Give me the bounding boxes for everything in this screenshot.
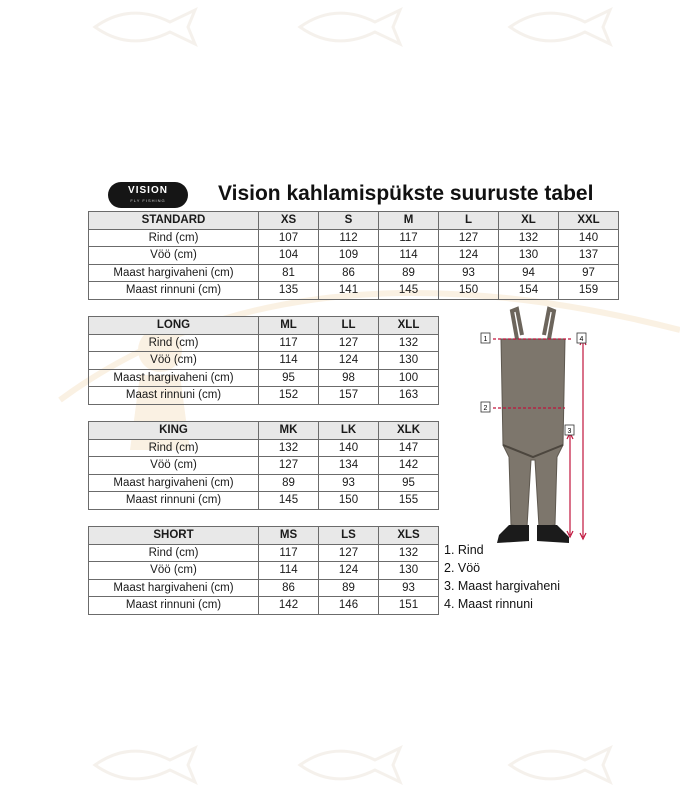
table-row (89, 439, 439, 457)
marker-2: 2 (483, 405, 488, 412)
table-header-cell: KING (89, 422, 259, 440)
row-label: Maast hargivaheni (cm) (89, 474, 259, 492)
table-header-cell: LS (319, 527, 379, 545)
watermark-fish-icon (505, 2, 615, 52)
table-row (89, 229, 619, 247)
row-label: Maast rinnuni (cm) (89, 282, 259, 300)
table-cell: 124 (319, 562, 379, 580)
table-cell: 146 (319, 597, 379, 615)
watermark-fish-icon (295, 740, 405, 790)
table-cell: 93 (319, 474, 379, 492)
vision-logo (108, 182, 188, 208)
table-cell: 93 (379, 579, 439, 597)
table-row (89, 282, 619, 300)
marker-3: 3 (567, 428, 572, 435)
table-cell: 134 (319, 457, 379, 475)
table-cell: 95 (259, 369, 319, 387)
table-cell: 89 (379, 264, 439, 282)
table-row (89, 492, 439, 510)
table-header-cell: ML (259, 317, 319, 335)
table-header-cell: SHORT (89, 527, 259, 545)
table-cell: 157 (319, 387, 379, 405)
table-row (89, 387, 439, 405)
table-cell: 104 (259, 247, 319, 265)
table-row (89, 264, 619, 282)
table-row (89, 544, 439, 562)
table-header-cell: XLS (379, 527, 439, 545)
table-cell: 140 (559, 229, 619, 247)
table-cell: 124 (319, 352, 379, 370)
watermark-fish-icon (505, 740, 615, 790)
table-header-cell: XXL (559, 212, 619, 230)
table-cell: 97 (559, 264, 619, 282)
table-cell: 86 (259, 579, 319, 597)
wader-body (501, 339, 565, 527)
table-cell: 159 (559, 282, 619, 300)
table-row (89, 369, 439, 387)
table-cell: 152 (259, 387, 319, 405)
table-cell: 130 (379, 562, 439, 580)
table-header-cell: XS (259, 212, 319, 230)
row-label: Maast rinnuni (cm) (89, 387, 259, 405)
table-cell: 98 (319, 369, 379, 387)
table-header-row (89, 317, 439, 335)
chart-header (108, 182, 608, 212)
table-cell: 86 (319, 264, 379, 282)
table-row (89, 562, 439, 580)
legend-item: 1. Rind (444, 543, 484, 557)
row-label: Vöö (cm) (89, 247, 259, 265)
table-header-cell: LK (319, 422, 379, 440)
wader-suspenders (512, 309, 554, 339)
row-label: Maast hargivaheni (cm) (89, 264, 259, 282)
wader-measurement-diagram (477, 305, 589, 550)
table-cell: 154 (499, 282, 559, 300)
table-cell: 130 (499, 247, 559, 265)
table-row (89, 597, 439, 615)
table-cell: 150 (439, 282, 499, 300)
row-label: Maast rinnuni (cm) (89, 597, 259, 615)
table-cell: 109 (319, 247, 379, 265)
table-cell: 132 (379, 544, 439, 562)
row-label: Rind (cm) (89, 439, 259, 457)
row-label: Maast hargivaheni (cm) (89, 579, 259, 597)
table-header-cell: MK (259, 422, 319, 440)
table-header-cell: S (319, 212, 379, 230)
table-cell: 100 (379, 369, 439, 387)
long-size-table (88, 316, 439, 405)
table-cell: 130 (379, 352, 439, 370)
table-cell: 155 (379, 492, 439, 510)
table-cell: 127 (319, 334, 379, 352)
table-header-row (89, 422, 439, 440)
table-cell: 127 (259, 457, 319, 475)
measurement-legend (444, 541, 560, 613)
table-row (89, 247, 619, 265)
table-row (89, 457, 439, 475)
watermark-fish-icon (295, 2, 405, 52)
table-cell: 142 (379, 457, 439, 475)
row-label: Vöö (cm) (89, 562, 259, 580)
king-size-table (88, 421, 439, 510)
table-header-cell: LONG (89, 317, 259, 335)
table-header-cell: L (439, 212, 499, 230)
table-cell: 137 (559, 247, 619, 265)
legend-item: 4. Maast rinnuni (444, 597, 533, 611)
table-cell: 135 (259, 282, 319, 300)
table-cell: 114 (259, 352, 319, 370)
table-row (89, 579, 439, 597)
row-label: Vöö (cm) (89, 457, 259, 475)
table-cell: 150 (319, 492, 379, 510)
watermark-fish-icon (90, 2, 200, 52)
table-cell: 132 (499, 229, 559, 247)
row-label: Rind (cm) (89, 544, 259, 562)
table-cell: 112 (319, 229, 379, 247)
table-row (89, 352, 439, 370)
table-cell: 114 (379, 247, 439, 265)
table-cell: 93 (439, 264, 499, 282)
table-header-cell: XLK (379, 422, 439, 440)
table-cell: 151 (379, 597, 439, 615)
table-cell: 163 (379, 387, 439, 405)
row-label: Rind (cm) (89, 229, 259, 247)
table-header-row (89, 527, 439, 545)
table-cell: 117 (259, 334, 319, 352)
short-size-table (88, 526, 439, 615)
marker-4: 4 (579, 336, 584, 343)
table-cell: 147 (379, 439, 439, 457)
table-header-cell: XL (499, 212, 559, 230)
logo-brand: VISION (128, 185, 168, 196)
watermark-fish-icon (90, 740, 200, 790)
table-cell: 94 (499, 264, 559, 282)
row-label: Maast rinnuni (cm) (89, 492, 259, 510)
table-cell: 142 (259, 597, 319, 615)
row-label: Vöö (cm) (89, 352, 259, 370)
table-cell: 141 (319, 282, 379, 300)
table-header-cell: M (379, 212, 439, 230)
table-row (89, 474, 439, 492)
table-cell: 124 (439, 247, 499, 265)
table-cell: 127 (439, 229, 499, 247)
table-header-cell: MS (259, 527, 319, 545)
table-cell: 117 (259, 544, 319, 562)
row-label: Rind (cm) (89, 334, 259, 352)
table-cell: 114 (259, 562, 319, 580)
table-cell: 89 (319, 579, 379, 597)
table-header-cell: XLL (379, 317, 439, 335)
row-label: Maast hargivaheni (cm) (89, 369, 259, 387)
table-cell: 132 (379, 334, 439, 352)
table-cell: 89 (259, 474, 319, 492)
table-cell: 117 (379, 229, 439, 247)
table-cell: 95 (379, 474, 439, 492)
table-cell: 127 (319, 544, 379, 562)
table-row (89, 334, 439, 352)
table-header-row (89, 212, 619, 230)
standard-size-table (88, 211, 619, 300)
marker-1: 1 (483, 336, 488, 343)
table-header-cell: STANDARD (89, 212, 259, 230)
page-title: Vision kahlamispükste suuruste tabel (218, 182, 594, 205)
table-cell: 140 (319, 439, 379, 457)
logo-tagline: FLY FISHING (130, 198, 166, 203)
table-cell: 145 (379, 282, 439, 300)
legend-item: 3. Maast hargivaheni (444, 579, 561, 593)
table-cell: 132 (259, 439, 319, 457)
legend-item: 2. Vöö (444, 561, 481, 575)
table-cell: 107 (259, 229, 319, 247)
table-cell: 145 (259, 492, 319, 510)
table-cell: 81 (259, 264, 319, 282)
table-header-cell: LL (319, 317, 379, 335)
